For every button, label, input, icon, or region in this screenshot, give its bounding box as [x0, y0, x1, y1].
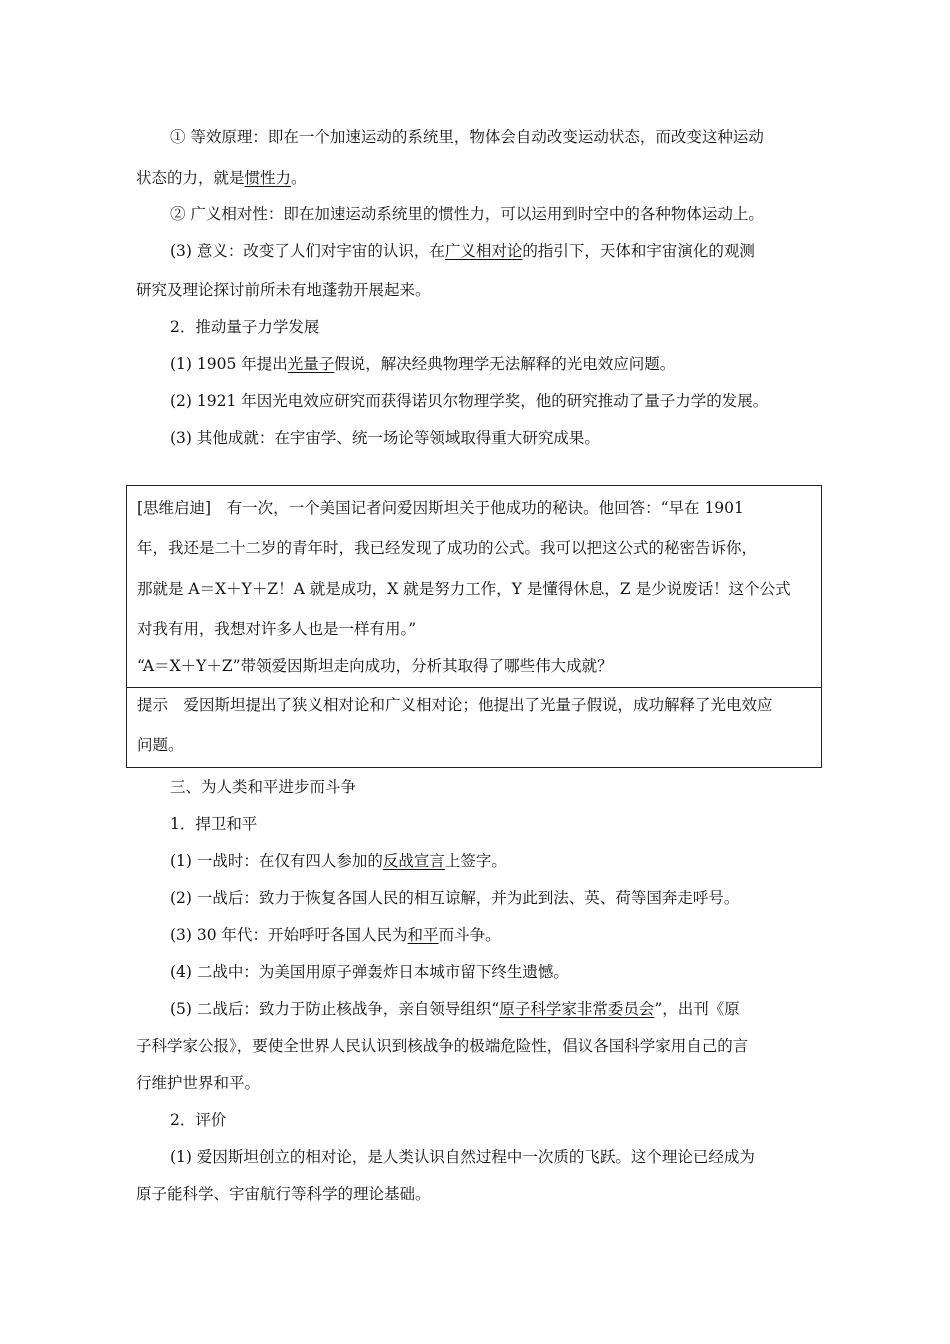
thinking-box [126, 485, 822, 768]
section3-title: 三、为人类和平进步而斗争 [170, 778, 357, 796]
thinking-box-line2: 年，我还是二十二岁的青年时，我已经发现了成功的公式。我可以把这公式的秘密告诉你， [137, 539, 758, 557]
box-divider [127, 687, 821, 688]
heading-defend-peace: 1．捍卫和平 [170, 815, 258, 833]
evaluation-item-1-line2: 原子能科学、宇宙航行等科学的理论基础。 [136, 1185, 431, 1203]
term-peace: 和平 [407, 926, 439, 944]
hint-line1: 提示 爱因斯坦提出了狭义相对论和广义相对论；他提出了光量子假说，成功解释了光电效应 [137, 696, 773, 714]
equivalence-principle-line2: 状态的力，就是惯性力。 [136, 169, 307, 187]
quantum-item-1: (1) 1905 年提出光量子假说，解决经典物理学无法解释的光电效应问题。 [170, 355, 676, 373]
hint-line2: 问题。 [137, 736, 184, 754]
thinking-box-line1: [思维启迪] 有一次，一个美国记者问爱因斯坦关于他成功的秘诀。他回答：“早在 1901 [137, 499, 744, 517]
heading-quantum-mechanics: 2．推动量子力学发展 [170, 318, 320, 336]
thinking-box-line3: 那就是 A＝X＋Y＋Z！A 就是成功，X 就是努力工作，Y 是懂得休息，Z 是少说废话！这个公式 [137, 580, 791, 598]
peace-item-3: (3) 30 年代：开始呼吁各国人民为和平而斗争。 [170, 926, 501, 944]
heading-evaluation: 2．评价 [170, 1111, 227, 1129]
quantum-item-3: (3) 其他成就：在宇宙学、统一场论等领域取得重大研究成果。 [170, 429, 600, 447]
peace-item-2: (2) 一战后：致力于恢复各国人民的相互谅解，并为此到法、英、荷等国奔走呼号。 [170, 889, 740, 907]
term-light-quantum: 光量子 [287, 355, 335, 373]
thinking-box-question: “A＝X＋Y＋Z”带领爱因斯坦走向成功，分析其取得了哪些伟大成就？ [137, 657, 613, 675]
term-general-relativity: 广义相对论 [444, 242, 523, 260]
term-anti-war-manifesto: 反战宣言 [382, 852, 445, 870]
peace-item-4: (4) 二战中：为美国用原子弹轰炸日本城市留下终生遗憾。 [170, 963, 569, 981]
general-relativity-principle: ② 广义相对性：即在加速运动系统里的惯性力，可以运用到时空中的各种物体运动上。 [170, 205, 764, 223]
peace-item-5-line3: 行维护世界和平。 [136, 1074, 261, 1092]
significance-line1: (3) 意义：改变了人们对宇宙的认识，在广义相对论的指引下，天体和宇宙演化的观测 [170, 242, 755, 260]
term-inertial-force: 惯性力 [244, 169, 292, 187]
peace-item-5-line1: (5) 二战后：致力于防止核战争，亲自领导组织“原子科学家非常委员会”，出刊《原 [170, 1000, 740, 1018]
thinking-box-line4: 对我有用，我想对许多人也是一样有用。” [137, 620, 417, 638]
quantum-item-2: (2) 1921 年因光电效应研究而获得诺贝尔物理学奖，他的研究推动了量子力学的发展。 [170, 392, 769, 410]
peace-item-1: (1) 一战时：在仅有四人参加的反战宣言上签字。 [170, 852, 507, 870]
evaluation-item-1-line1: (1) 爱因斯坦创立的相对论，是人类认识自然过程中一次质的飞跃。这个理论已经成为 [170, 1148, 755, 1166]
equivalence-principle-line1: ① 等效原理：即在一个加速运动的系统里，物体会自动改变运动状态，而改变这种运动 [170, 128, 764, 146]
significance-line2: 研究及理论探讨前所未有地蓬勃开展起来。 [136, 281, 431, 299]
peace-item-5-line2: 子科学家公报》，要使全世界人民认识到核战争的极端危险性，倡议各国科学家用自己的言 [136, 1037, 749, 1055]
term-emergency-committee: 原子科学家非常委员会 [499, 1000, 655, 1018]
